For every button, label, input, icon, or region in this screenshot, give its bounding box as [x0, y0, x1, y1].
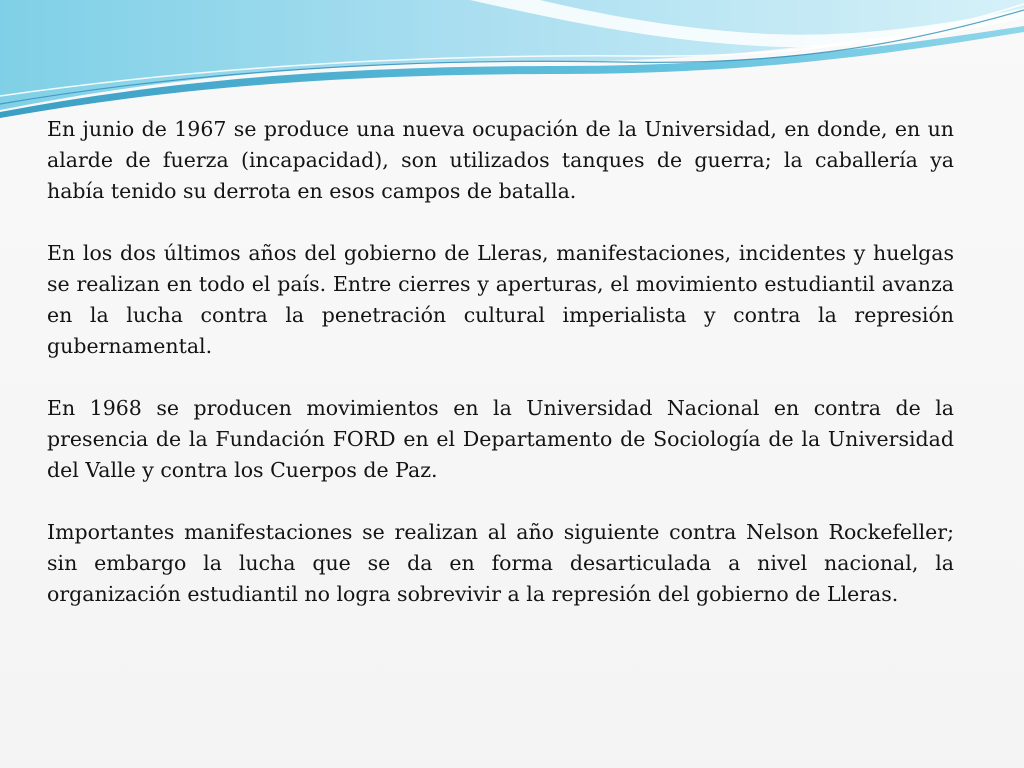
- paragraph-1: En junio de 1967 se produce una nueva ocupación de la Universidad, en donde, en un alarde de fuerza (incapacidad), son utilizados tanques de guerra; la caballería ya había tenido su derrota en esos campos de batalla.: [47, 117, 954, 203]
- paragraph-4: Importantes manifestaciones se realizan al año siguiente contra Nelson Rockefeller; sin embargo la lucha que se da en forma desarticulada a nivel nacional, la organización estudiantil no logra sobrevivir a la represión del gobierno de Lleras.: [47, 520, 954, 606]
- paragraph-3: En 1968 se producen movimientos en la Universidad Nacional en contra de la presencia de la Fundación FORD en el Departamento de Sociología de la Universidad del Valle y contra los Cuerpos de Paz.: [47, 396, 954, 482]
- paragraph-2: En los dos últimos años del gobierno de Lleras, manifestaciones, incidentes y huelgas se realizan en todo el país. Entre cierres y aperturas, el movimiento estudiantil avanza en la lucha contra la penetración cultural imperialista y contra la represión gubernamental.: [47, 241, 954, 358]
- slide-body: [47, 114, 954, 610]
- wave-banner-decoration: [0, 0, 1024, 120]
